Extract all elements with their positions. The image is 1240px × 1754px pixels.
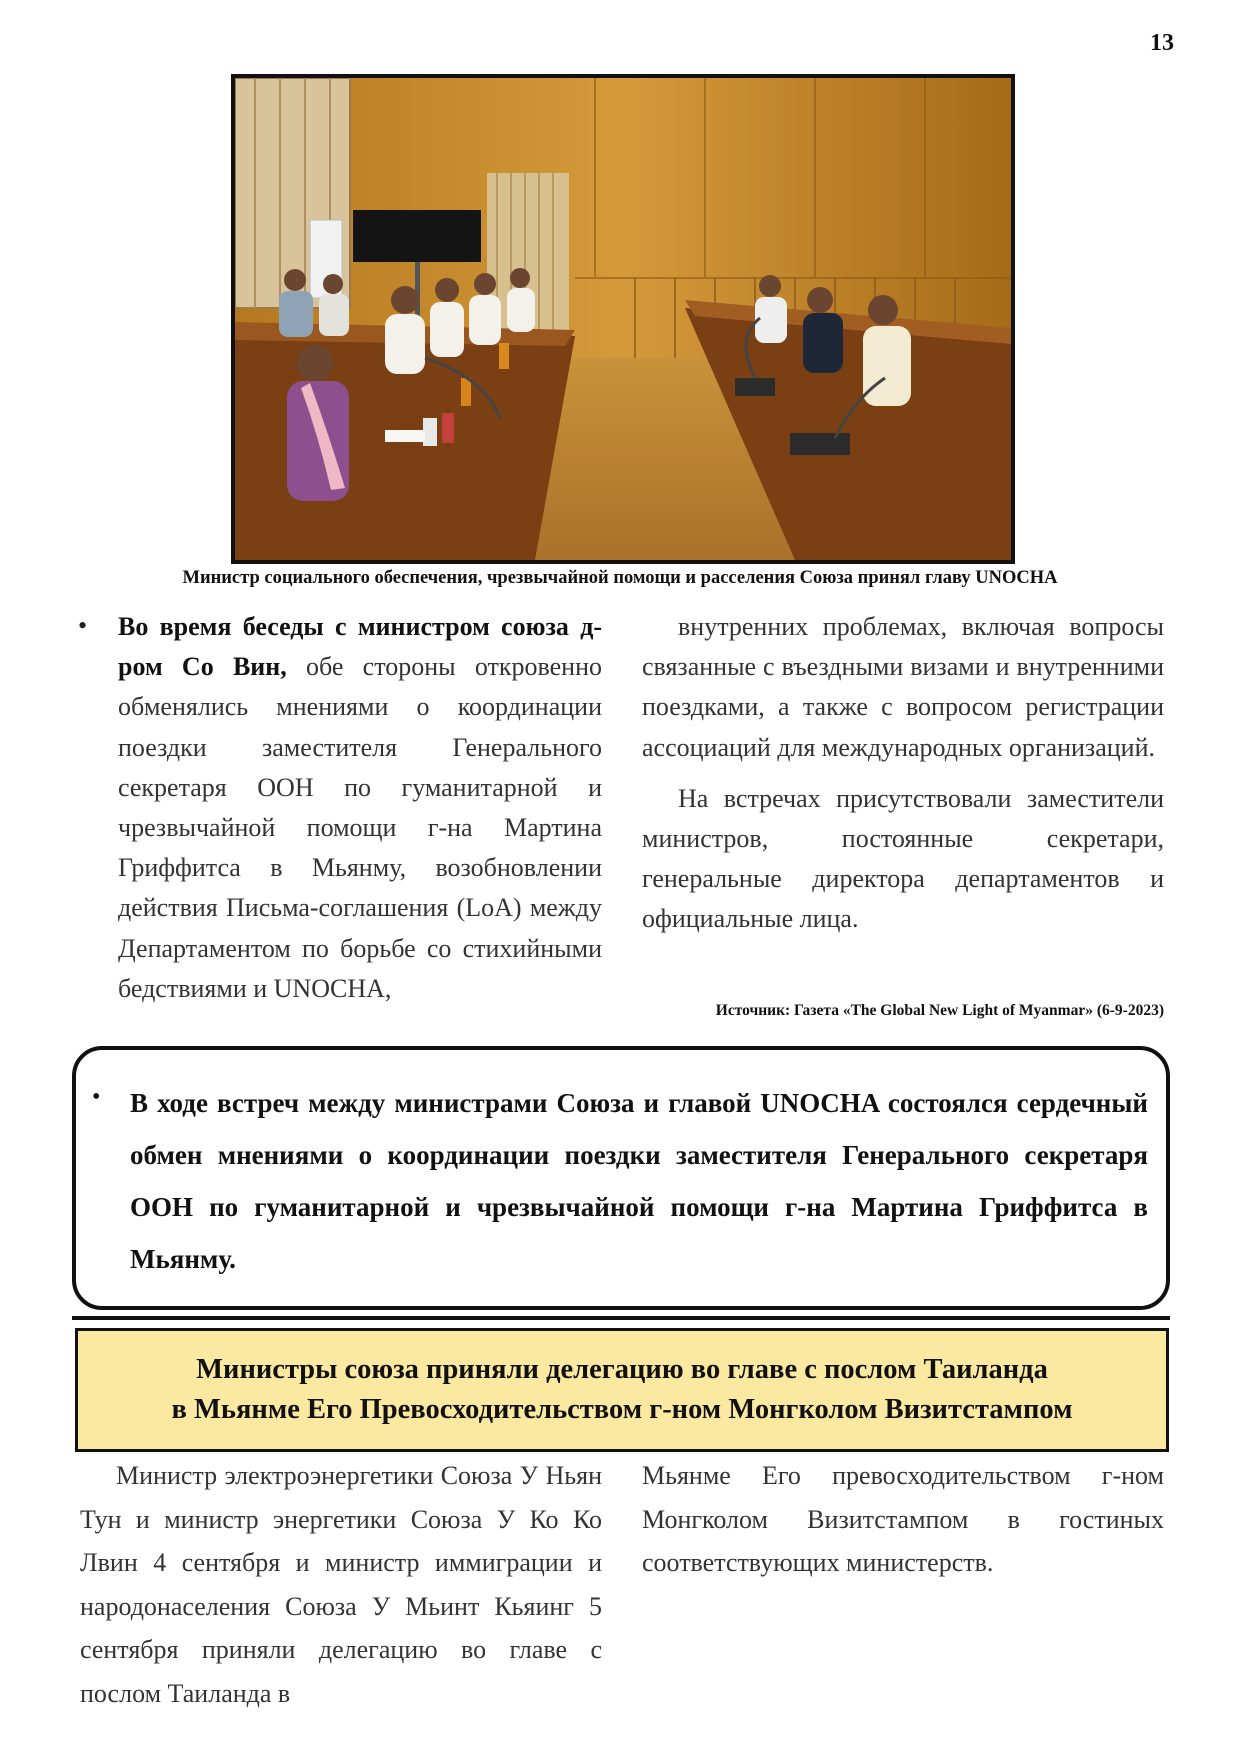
divider-rule (72, 1316, 1170, 1320)
photo-caption: Министр социального обеспечения, чрезвычайной помощи и расселения Союза принял главу UNOCHA (182, 568, 1058, 588)
article2-heading-line1: Министры союза приняли делегацию во главе с послом Таиланда (196, 1354, 1048, 1385)
article2-column2 (642, 1454, 1164, 1585)
highlight-bullet-icon: • (92, 1084, 101, 1110)
article1-col2-paragraph1: внутренних проблемах, включая вопросы связанные с въездными визами и внутренними поездками, а также с вопросом регистрации ассоциаций для международных организаций. (642, 612, 1164, 762)
bullet-icon: • (78, 611, 88, 640)
source-note: Источник: Газета «The Global New Light of Myanmar» (6-9-2023) (715, 1002, 1164, 1019)
article1-paragraph (118, 607, 602, 1009)
article1-column2 (642, 607, 1164, 940)
article1-column1 (118, 607, 602, 1009)
highlight-text: В ходе встреч между министрами Союза и главой UNOCHA состоялся сердечный обмен мнениями о координации поездки заместителя Генерального секретаря ООН по гуманитарной и чрезвычайной помощи г-на Мартина Гриффитса в Мьянму. (130, 1088, 1148, 1274)
article1-col1-text: обе стороны откровенно обменялись мнениями о координации поездки заместителя Генерального секретаря ООН по гуманитарной и чрезвычайной помощи г-на Мартина Гриффитса в Мьянму, возобновлении действия Письма-соглашения (LoA) между Департаментом по борьбе со стихийными бедствиями и UNOCHA, (118, 652, 602, 1003)
article2-col2-text: Мьянме Его превосходительством г-ном Монгколом Визитстампом в гостиных соответствующих министерств. (642, 1461, 1164, 1577)
article2-heading-line2: в Мьянме Его Превосходительством г-ном Монгколом Визитстампом (171, 1394, 1073, 1425)
page-number: 13 (1150, 30, 1174, 56)
article1-col2-paragraph2: На встречах присутствовали заместители министров, постоянные секретари, генеральные директора департаментов и официальные лица. (642, 783, 1164, 934)
article1-lead: Во время беседы с министром союза д-ром Со Вин, (118, 612, 602, 682)
article2-heading (172, 1350, 1073, 1430)
article2-heading-box (75, 1328, 1169, 1452)
meeting-photo (231, 74, 1015, 564)
article2-col1-text: Министр электроэнергетики Союза У Ньян Тун и министр энергетики Союза У Ко Ко Лвин 4 сентября и министр иммиграции и народонаселения Союза У Мьинт Кьяинг 5 сентября приняли делегацию во главе с послом Таиланда в (80, 1461, 602, 1708)
article2-column1 (80, 1454, 602, 1715)
